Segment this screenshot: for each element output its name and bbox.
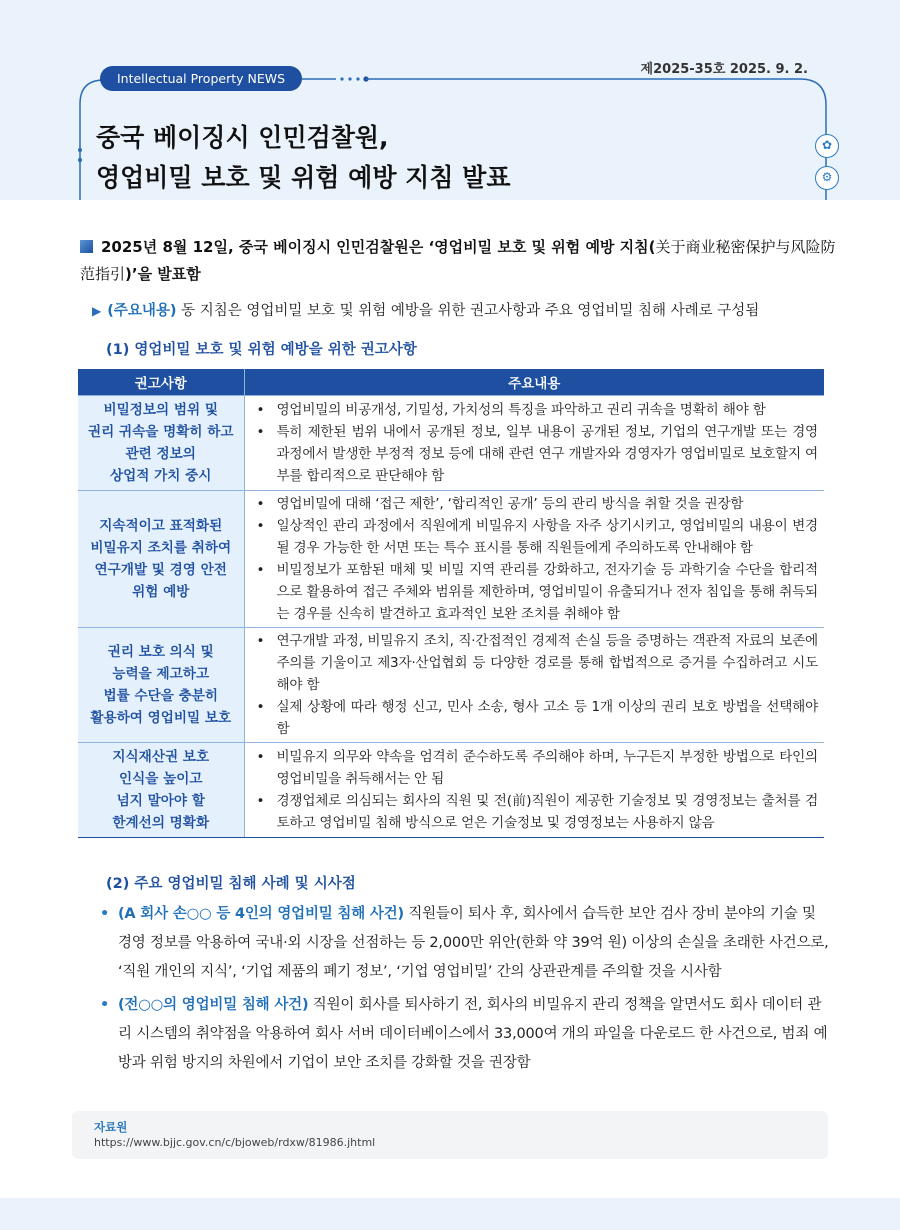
category-line: 관련 정보의 — [125, 445, 196, 462]
title-line-2: 영업비밀 보호 및 위험 예방 지침 발표 — [96, 163, 511, 192]
category-line: 상업적 가치 중시 — [110, 467, 212, 484]
category-line: 지식재산권 보호 — [112, 748, 210, 765]
row-content — [244, 627, 824, 742]
category-line: 법률 수단을 충분히 — [103, 687, 219, 704]
source-label: 자료원 — [94, 1120, 128, 1134]
category-line: 능력을 제고하고 — [112, 665, 210, 682]
leaf-icon: ✿ — [815, 134, 839, 158]
category-line: 넘지 말아야 할 — [116, 792, 205, 809]
case-item — [100, 991, 830, 1078]
list-item: • 비밀유지 의무와 약속을 엄격히 준수하도록 주의해야 하며, 누구든지 부정한 방법으로 타인의 영업비밀을 취득해서는 안 됨 — [253, 746, 819, 790]
summary-label: (주요내용) — [107, 303, 177, 319]
section-heading-1: (1) 영업비밀 보호 및 위험 예방을 위한 권고사항 — [106, 342, 417, 358]
list-item: • 영업비밀에 대해 ‘접근 제한’, ‘합리적인 공개’ 등의 관리 방식을 취할 것을 권장함 — [253, 493, 819, 515]
category-line: 비밀유지 조치를 취하여 — [90, 539, 232, 556]
table-header-category: 권고사항 — [78, 369, 244, 395]
category-line: 활용하여 영업비밀 보호 — [90, 709, 232, 726]
table-row — [78, 742, 824, 837]
row-category — [78, 627, 244, 742]
case-item — [100, 900, 830, 987]
category-line: 지속적이고 표적화된 — [99, 517, 223, 534]
list-item: • 경쟁업체로 의심되는 회사의 직원 및 전(前)직원이 제공한 기술정보 및 경영정보는 출처를 검토하고 영업비밀 침해 방식으로 얻은 기술정보 및 경영정보는 사용하지 않음 — [253, 790, 819, 834]
lead-paragraph — [80, 234, 840, 288]
case-text: 직원들이 퇴사 후, 회사에서 습득한 보안 검사 장비 분야의 기술 및 경영 정보를 악용하여 국내·외 시장을 선점하는 등 2,000만 위안(한화 약 39억 원) 이상의 손실을 초래한 사건으로, ‘직원 개인의 지식’, ‘기업 제품의 폐기 정보’, ‘기업 영업비밀’ 간의 상관관계를 주의할 것을 시사함 — [118, 906, 829, 980]
dot-bullet-icon: • — [100, 906, 110, 922]
table-row — [78, 627, 824, 742]
dot-bullet-icon: • — [100, 997, 110, 1013]
table-header-row — [78, 369, 824, 395]
summary-text: 동 지침은 영업비밀 보호 및 위험 예방을 위한 권고사항과 주요 영업비밀 침해 사례로 구성됨 — [176, 303, 760, 319]
page-title — [96, 118, 510, 198]
case-label: (전○○의 영업비밀 침해 사건) — [118, 997, 309, 1013]
row-content — [244, 395, 824, 490]
lead-tail-text: )’을 발표함 — [125, 265, 201, 283]
list-item: • 일상적인 관리 과정에서 직원에게 비밀유지 사항을 자주 상기시키고, 영업비밀의 내용이 변경될 경우 가능한 한 서면 또는 특수 표시를 통해 직원들에게 주의하도록 안내해야 함 — [253, 515, 819, 559]
recommendations-table — [78, 369, 824, 838]
category-line: 인식을 높이고 — [118, 770, 203, 787]
issue-number: 제2025-35호 2025. 9. 2. — [640, 62, 808, 77]
row-category — [78, 490, 244, 627]
row-category — [78, 395, 244, 490]
category-line: 권리 귀속을 명확히 하고 — [87, 423, 234, 440]
row-content — [244, 490, 824, 627]
source-box — [72, 1111, 828, 1159]
category-line: 권리 보호 의식 및 — [107, 643, 214, 660]
footer-band — [0, 1198, 900, 1230]
list-item: • 비밀정보가 포함된 매체 및 비밀 지역 관리를 강화하고, 전자기술 등 과학기술 수단을 합리적으로 활용하여 접근 주체와 범위를 제한하며, 영업비밀이 유출되거나 전자 침입을 통해 취득되는 경우를 신속히 발견하고 효과적인 보완 조치를 취해야 함 — [253, 559, 819, 625]
row-content — [244, 742, 824, 837]
list-item: • 연구개발 과정, 비밀유지 조치, 직·간접적인 경제적 손실 등을 증명하는 객관적 자료의 보존에 주의를 기울이고 제3자·산업협회 등 다양한 경로를 통해 합법적으로 증거를 수집하려고 시도해야 함 — [253, 630, 819, 696]
title-line-1: 중국 베이징시 인민검찰원, — [96, 123, 389, 152]
table-row — [78, 395, 824, 490]
lead-main-text: 2025년 8월 12일, 중국 베이징시 인민검찰원은 ‘영업비밀 보호 및 위험 예방 지침( — [101, 238, 656, 256]
cube-bullet-icon — [80, 240, 93, 253]
source-link[interactable]: https://www.bjjc.gov.cn/c/bjoweb/rdxw/81986.jhtml — [94, 1136, 376, 1149]
list-item: • 특히 제한된 범위 내에서 공개된 정보, 일부 내용이 공개된 정보, 기업의 연구개발 또는 경영 과정에서 발생한 부정적 정보 등에 대해 관련 연구 개발자와 경영자가 영업비밀로 보호할지 여부를 합리적으로 판단해야 함 — [253, 421, 819, 487]
category-line: 위험 예방 — [132, 583, 190, 600]
gear-icon: ⚙ — [815, 166, 839, 190]
case-text: 직원이 회사를 퇴사하기 전, 회사의 비밀유지 관리 정책을 알면서도 회사 데이터 관리 시스템의 취약점을 악용하여 회사 서버 데이터베이스에서 33,000여 개의 파일을 다운로드 한 사건으로, 범죄 예방과 위험 방지의 차원에서 기업이 보안 조치를 강화할 것을 권장함 — [118, 997, 828, 1071]
case-list — [100, 900, 830, 1082]
table-header-content: 주요내용 — [244, 369, 824, 395]
category-line: 비밀정보의 범위 및 — [103, 401, 219, 418]
summary-point — [92, 300, 852, 322]
list-item: • 실제 상황에 따라 행정 신고, 민사 소송, 형사 고소 등 1개 이상의 권리 보호 방법을 선택해야 함 — [253, 696, 819, 740]
newsletter-label: Intellectual Property NEWS — [100, 66, 302, 91]
row-category — [78, 742, 244, 837]
triangle-bullet-icon: ▶ — [92, 304, 102, 318]
list-item: • 영업비밀의 비공개성, 기밀성, 가치성의 특징을 파악하고 권리 귀속을 명확히 해야 함 — [253, 399, 819, 421]
section-heading-2: (2) 주요 영업비밀 침해 사례 및 시사점 — [106, 876, 356, 892]
category-line: 한계선의 명확화 — [112, 814, 210, 831]
category-line: 연구개발 및 경영 안전 — [94, 561, 227, 578]
table-row — [78, 490, 824, 627]
lead-chinese-title: 关于商业秘密保护与风险防范指引 — [80, 238, 836, 283]
case-label: (A 회사 손○○ 등 4인의 영업비밀 침해 사건) — [118, 906, 404, 922]
